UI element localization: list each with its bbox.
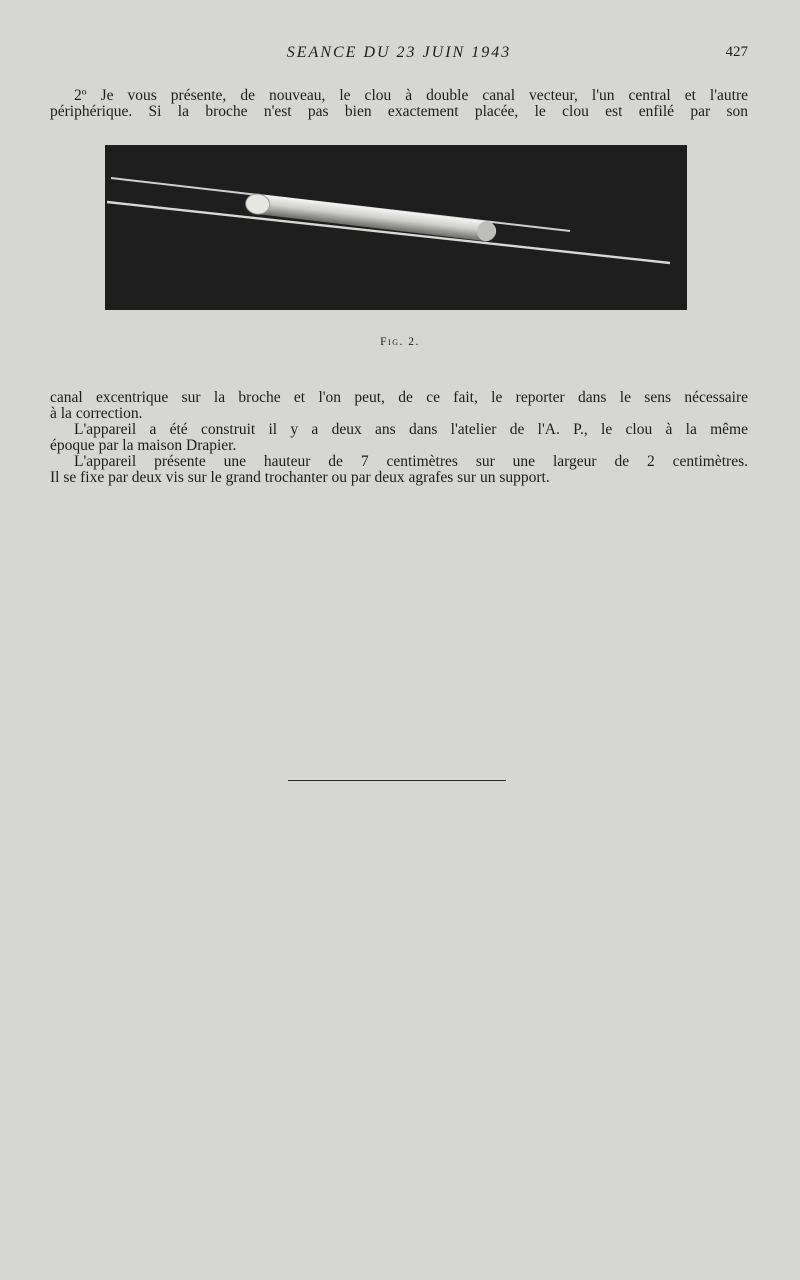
paragraph-1-line-2: périphérique. Si la broche n'est pas bien exactement placée, le clou est enfilé par son: [50, 103, 748, 120]
paragraph-4-line-1: L'appareil présente une hauteur de 7 centimètres sur une largeur de 2 centimètres.: [74, 453, 748, 470]
paragraph-3-line-2: époque par la maison Drapier.: [50, 437, 237, 454]
page-number: 427: [725, 44, 748, 60]
paragraph-2-line-1: canal excentrique sur la broche et l'on peut, de ce fait, le reporter dans le sens nécessaire: [50, 389, 748, 406]
running-title: SEANCE DU 23 JUIN 1943: [286, 44, 512, 61]
page-header: [50, 44, 748, 66]
paragraph-2-line-2: à la correction.: [50, 405, 143, 422]
paragraph-1-line-1: 2º Je vous présente, de nouveau, le clou à double canal vecteur, l'un central et l'autre: [74, 87, 748, 104]
figure-photo: [105, 145, 687, 310]
paragraph-3-line-1: L'appareil a été construit il y a deux ans dans l'atelier de l'A. P., le clou à la même: [74, 421, 748, 438]
figure-caption: Fig. 2.: [380, 336, 420, 348]
end-rule: [288, 780, 506, 781]
paragraph-4-line-2: Il se fixe par deux vis sur le grand trochanter ou par deux agrafes sur un support.: [50, 469, 550, 486]
nail-photo-illustration: [105, 145, 687, 310]
